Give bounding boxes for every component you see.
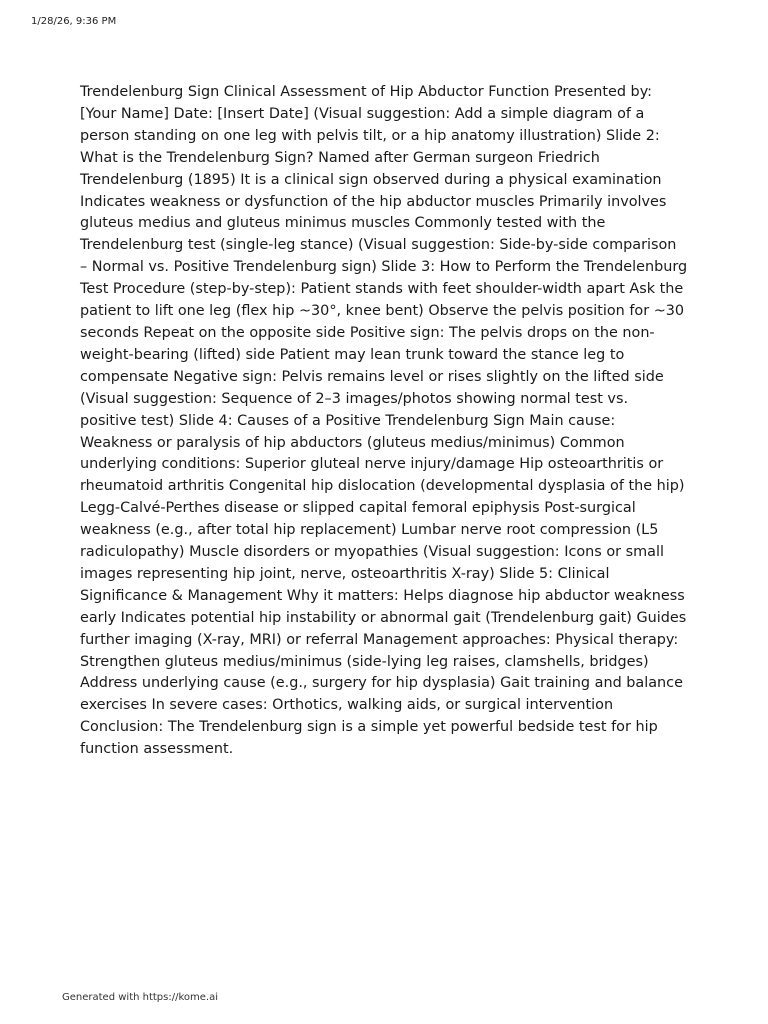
print-timestamp: 1/28/26, 9:36 PM (31, 16, 117, 27)
document-body-text: Trendelenburg Sign Clinical Assessment of Hip Abductor Function Presented by: [Your Name] Date: [Insert Date] (Visual suggestion: Add a simple diagram of a person standing on one leg with pelvis tilt, or a hip anatomy illustration) Slide 2: What is the Trendelenburg Sign? Named after German surgeon Friedrich Trendelenburg (1895) It is a clinical sign observed during a physical examination Indicates weakness or dysfunction of the hip abductor muscles Primarily involves gluteus medius and gluteus minimus muscles Commonly tested with the Trendelenburg test (single-leg stance) (Visual suggestion: Side-by-side comparison – Normal vs. Positive Trendelenburg sign) Slide 3: How to Perform the Trendelenburg Test Procedure (step-by-step): Patient stands with feet shoulder-width apart Ask the patient to lift one leg (flex hip ~30°, knee bent) Observe the pelvis position for ~30 seconds Repeat on the opposite side Positive sign: The pelvis drops on the non-weight-bearing (lifted) side Patient may lean trunk toward the stance leg to compensate Negative sign: Pelvis remains level or rises slightly on the lifted side (Visual suggestion: Sequence of 2–3 images/photos showing normal test vs. positive test) Slide 4: Causes of a Positive Trendelenburg Sign Main cause: Weakness or paralysis of hip abductors (gluteus medius/minimus) Common underlying conditions: Superior gluteal nerve injury/damage Hip osteoarthritis or rheumatoid arthritis Congenital hip dislocation (developmental dysplasia of the hip) Legg-Calvé-Perthes disease or slipped capital femoral epiphysis Post-surgical weakness (e.g., after total hip replacement) Lumbar nerve root compression (L5 radiculopathy) Muscle disorders or myopathies (Visual suggestion: Icons or small images representing hip joint, nerve, osteoarthritis X-ray) Slide 5: Clinical Significance & Management Why it matters: Helps diagnose hip abductor weakness early Indicates potential hip instability or abnormal gait (Trendelenburg gait) Guides further imaging (X-ray, MRI) or referral Management approaches: Physical therapy: Strengthen gluteus medius/minimus (side-lying leg raises, clamshells, bridges) Address underlying cause (e.g., surgery for hip dysplasia) Gait training and balance exercises In severe cases: Orthotics, walking aids, or surgical intervention Conclusion: The Trendelenburg sign is a simple yet powerful bedside test for hip function assessment. (80, 84, 688, 758)
generated-with-footer: Generated with https://kome.ai (62, 992, 219, 1003)
